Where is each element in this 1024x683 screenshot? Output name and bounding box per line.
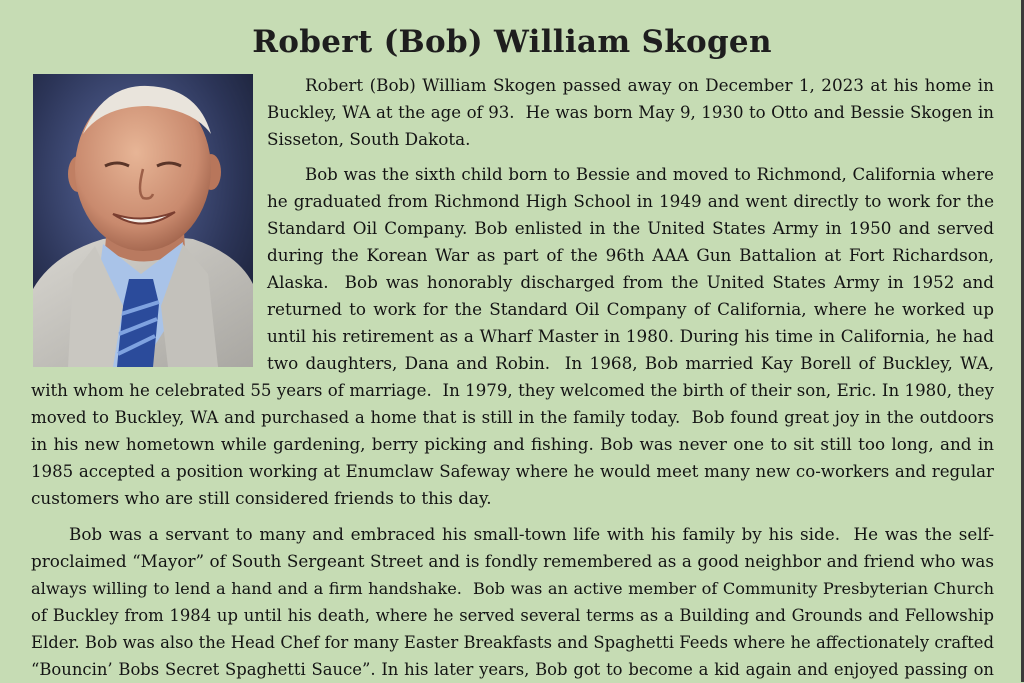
text-line: 1985 accepted a position working at Enumclaw Safeway where he would meet many new co-workers and regular	[31, 462, 994, 481]
text-line: Bob was a servant to many and embraced his small-town life with his family by his side. He was the self-	[69, 524, 994, 544]
text-line: Sisseton, South Dakota.	[267, 129, 471, 149]
text-line: two daughters, Dana and Robin. In 1968, Bob married Kay Borell of Buckley, WA,	[267, 353, 994, 373]
text-line: he graduated from Richmond High School in 1949 and went directly to work for the	[267, 191, 994, 211]
obituary-body	[31, 72, 994, 683]
text-line: returned to work for the Standard Oil Company of California, where he worked up	[267, 299, 994, 319]
text-line: “Bouncin’ Bobs Secret Spaghetti Sauce”. In his later years, Bob got to become a kid again and enjoyed passing on	[31, 660, 994, 679]
text-line: of Buckley from 1984 up until his death, where he served several terms as a Building and Grounds and Fellowship	[31, 606, 994, 625]
text-line: during the Korean War as part of the 96th AAA Gun Battalion at Fort Richardson,	[267, 245, 994, 265]
text-line: Elder. Bob was also the Head Chef for many Easter Breakfasts and Spaghetti Feeds where he affectionately crafted	[31, 633, 994, 652]
text-line: Bob was the sixth child born to Bessie and moved to Richmond, California where	[305, 165, 994, 184]
text-line: proclaimed “Mayor” of South Sergeant Street and is fondly remembered as a good neighbor and friend who was	[31, 551, 994, 571]
text-line: in his new hometown while gardening, berry picking and fishing. Bob was never one to sit still too long, and in	[31, 434, 994, 454]
page-title: Robert (Bob) William Skogen	[252, 24, 772, 60]
text-line: until his retirement as a Wharf Master in 1980. During his time in California, he had	[267, 326, 994, 346]
paragraph-gap	[31, 153, 994, 161]
text-line: Buckley, WA at the age of 93. He was born May 9, 1930 to Otto and Bessie Skogen in	[267, 103, 994, 122]
text-line: customers who are still considered friends to this day.	[31, 488, 492, 508]
text-line: Alaska. Bob was honorably discharged from the United States Army in 1952 and	[267, 272, 994, 292]
text-line: Standard Oil Company. Bob enlisted in the United States Army in 1950 and served	[267, 218, 994, 238]
text-line: Robert (Bob) William Skogen passed away on December 1, 2023 at his home in	[305, 75, 994, 95]
paragraph-gap	[31, 512, 994, 521]
text-line: moved to Buckley, WA and purchased a home that is still in the family today. Bob found great joy in the outdoors	[31, 408, 994, 427]
text-line: always willing to lend a hand and a firm handshake. Bob was an active member of Community Presbyterian Church	[31, 579, 994, 598]
text-line: with whom he celebrated 55 years of marriage. In 1979, they welcomed the birth of their son, Eric. In 1980, they	[31, 381, 994, 400]
